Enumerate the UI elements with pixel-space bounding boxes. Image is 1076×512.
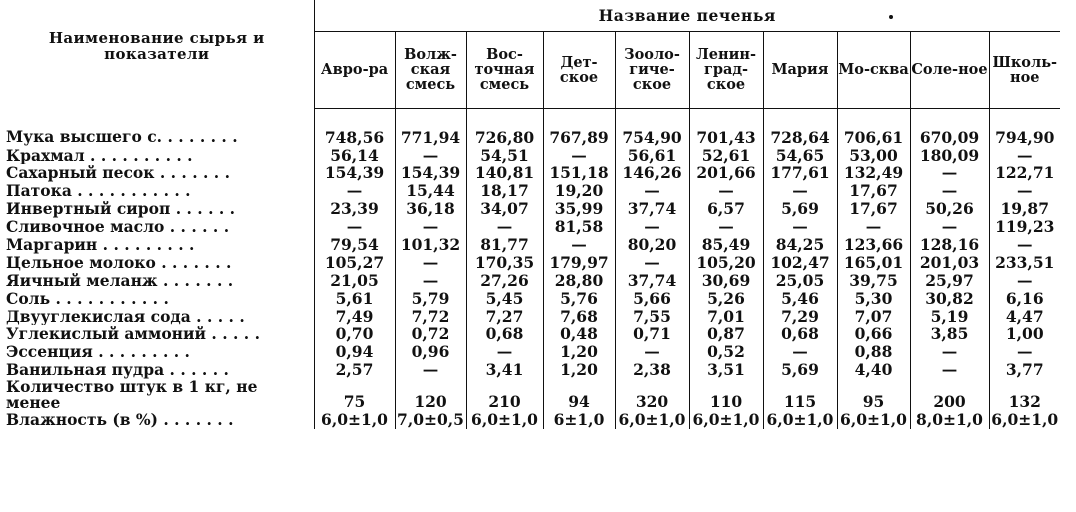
row-label: Крахмал . . . . . . . . . . [6, 146, 193, 165]
table-cell: 52,61 [689, 146, 763, 164]
column-header: Соле-ное [910, 32, 989, 108]
table-cell: 0,52 [689, 343, 763, 361]
row-label: Влажность (в %) . . . . . . . [6, 410, 234, 429]
table-cell: 5,30 [837, 290, 910, 308]
table-cell: — [395, 361, 466, 379]
table-cell: 37,74 [615, 272, 689, 290]
table-cell: 5,76 [543, 290, 615, 308]
table-cell: 25,05 [763, 272, 837, 290]
table-cell: 101,32 [395, 236, 466, 254]
table-cell: — [837, 218, 910, 236]
table-cell: 15,44 [395, 182, 466, 200]
table-cell: 18,17 [466, 182, 543, 200]
table-cell: 84,25 [763, 236, 837, 254]
table-cell: 8,0±1,0 [910, 411, 989, 429]
table-cell: 0,68 [763, 325, 837, 343]
table-cell: 1,20 [543, 361, 615, 379]
table-cell: — [395, 218, 466, 236]
table-cell: 115 [763, 379, 837, 411]
table-cell: 5,79 [395, 290, 466, 308]
row-label: Мука высшего с. . . . . . . . [6, 127, 238, 147]
table-cell: 6,0±1,0 [314, 411, 395, 429]
table-cell: 0,87 [689, 325, 763, 343]
table-cell: 3,85 [910, 325, 989, 343]
table-cell: 81,77 [466, 236, 543, 254]
table-cell: — [989, 343, 1060, 361]
table-cell: — [395, 146, 466, 164]
row-label: Яичный меланж . . . . . . . [6, 271, 234, 290]
row-label: Ванильная пудра . . . . . . [6, 361, 229, 379]
row-label: Патока . . . . . . . . . . . [6, 182, 191, 201]
table-row [0, 272, 1060, 290]
row-label: Соль . . . . . . . . . . . [6, 289, 169, 308]
table-cell: — [395, 272, 466, 290]
table-cell: — [615, 343, 689, 361]
table-cell: 36,18 [395, 200, 466, 218]
table-cell: 3,77 [989, 361, 1060, 379]
table-cell: 5,66 [615, 290, 689, 308]
table-cell: 5,69 [763, 361, 837, 379]
cookie-group-header: Название печенья [314, 0, 1060, 32]
table-cell: 19,20 [543, 182, 615, 200]
table-cell: — [910, 343, 989, 361]
column-header: Зооло-гиче-ское [615, 32, 689, 108]
table-row [0, 254, 1060, 272]
table-cell: 17,67 [837, 182, 910, 200]
table-cell: 6,0±1,0 [466, 411, 543, 429]
table-cell: 165,01 [837, 254, 910, 272]
table-cell: 4,47 [989, 307, 1060, 325]
table-cell: 53,00 [837, 146, 910, 164]
row-label: Инвертный сироп . . . . . . [6, 200, 236, 218]
row-label: Сливочное масло . . . . . . [6, 217, 230, 236]
table-row [0, 164, 1060, 182]
table-row [0, 325, 1060, 343]
table-cell: 102,47 [763, 254, 837, 272]
table-cell: — [763, 343, 837, 361]
table-row [0, 236, 1060, 254]
table-cell: 19,87 [989, 200, 1060, 218]
table-row [0, 379, 1060, 411]
table-cell: 28,80 [543, 272, 615, 290]
table-cell: 2,38 [615, 361, 689, 379]
table-cell: 170,35 [466, 254, 543, 272]
table-cell: — [689, 182, 763, 200]
table-cell: — [763, 218, 837, 236]
table-cell: 120 [395, 379, 466, 411]
table-cell: 754,90 [615, 108, 689, 146]
table-cell: 56,61 [615, 146, 689, 164]
table-cell: 7,07 [837, 307, 910, 325]
table-cell: 1,20 [543, 343, 615, 361]
table-cell: 0,71 [615, 325, 689, 343]
table-cell: — [466, 218, 543, 236]
table-cell: 180,09 [910, 146, 989, 164]
table-cell: — [543, 146, 615, 164]
table-cell: 110 [689, 379, 763, 411]
table-row [0, 146, 1060, 164]
table-cell: 56,14 [314, 146, 395, 164]
table-cell: 233,51 [989, 254, 1060, 272]
table-cell: 7,55 [615, 307, 689, 325]
row-label: Двууглекислая сода . . . . . [6, 307, 245, 326]
table-cell: 21,05 [314, 272, 395, 290]
table-cell: 6,57 [689, 200, 763, 218]
table-cell: 132,49 [837, 164, 910, 182]
table-row [0, 411, 1060, 429]
table-cell: — [910, 361, 989, 379]
table-cell: 50,26 [910, 200, 989, 218]
table-cell: 80,20 [615, 236, 689, 254]
table-cell: 79,54 [314, 236, 395, 254]
table-cell: 200 [910, 379, 989, 411]
table-cell: 30,69 [689, 272, 763, 290]
table-cell: 39,75 [837, 272, 910, 290]
table-cell: 35,99 [543, 200, 615, 218]
table-cell: 4,40 [837, 361, 910, 379]
table-cell: — [314, 182, 395, 200]
table-cell: — [910, 218, 989, 236]
table-cell: 320 [615, 379, 689, 411]
table-row [0, 361, 1060, 379]
table-row [0, 290, 1060, 308]
table-cell: 3,51 [689, 361, 763, 379]
table-cell: 7,49 [314, 307, 395, 325]
column-header: Школь-ное [989, 32, 1060, 108]
table-cell: 706,61 [837, 108, 910, 146]
table-cell: 6,0±1,0 [763, 411, 837, 429]
table-cell: 146,26 [615, 164, 689, 182]
table-cell: 0,96 [395, 343, 466, 361]
table-cell: — [395, 254, 466, 272]
table-cell: — [615, 182, 689, 200]
table-cell: 701,43 [689, 108, 763, 146]
table-cell: — [989, 146, 1060, 164]
table-cell: 5,45 [466, 290, 543, 308]
table-cell: 726,80 [466, 108, 543, 146]
table-cell: 54,65 [763, 146, 837, 164]
table-cell: 5,46 [763, 290, 837, 308]
table-cell: 748,56 [314, 108, 395, 146]
table-cell: 7,72 [395, 307, 466, 325]
table-row [0, 343, 1060, 361]
table-cell: 5,19 [910, 307, 989, 325]
column-header: Авро-ра [314, 32, 395, 108]
table-cell: 7,68 [543, 307, 615, 325]
table-cell: 728,64 [763, 108, 837, 146]
row-label: Сахарный песок . . . . . . . [6, 164, 231, 183]
table-cell: 81,58 [543, 218, 615, 236]
table-cell: 123,66 [837, 236, 910, 254]
row-label: Маргарин . . . . . . . . . [6, 235, 195, 254]
column-header: Волж-ская смесь [395, 32, 466, 108]
table-cell: 54,51 [466, 146, 543, 164]
table-row [0, 200, 1060, 218]
table-cell: 6,16 [989, 290, 1060, 308]
table-cell: 95 [837, 379, 910, 411]
stray-dot [889, 15, 893, 19]
table-cell: 122,71 [989, 164, 1060, 182]
table-cell: — [989, 272, 1060, 290]
table-cell: 25,97 [910, 272, 989, 290]
table-cell: — [615, 218, 689, 236]
row-label: Углекислый аммоний . . . . . [6, 325, 260, 344]
table-cell: 94 [543, 379, 615, 411]
table-cell: 670,09 [910, 108, 989, 146]
row-header-title: Наименование сырья и показатели [48, 29, 265, 63]
table-cell: 201,66 [689, 164, 763, 182]
table-cell: 128,16 [910, 236, 989, 254]
table-cell: 6±1,0 [543, 411, 615, 429]
table-cell: 0,66 [837, 325, 910, 343]
row-label: Количество штук в 1 кг, не менее [6, 378, 258, 411]
table-cell: 7,0±0,5 [395, 411, 466, 429]
table-cell: 154,39 [314, 164, 395, 182]
table-cell: 5,61 [314, 290, 395, 308]
column-header: Вос-точная смесь [466, 32, 543, 108]
table-cell: 0,94 [314, 343, 395, 361]
table-row [0, 307, 1060, 325]
table-cell: 5,26 [689, 290, 763, 308]
table-cell: 132 [989, 379, 1060, 411]
table-cell: 23,39 [314, 200, 395, 218]
table-cell: 2,57 [314, 361, 395, 379]
table-cell: 105,27 [314, 254, 395, 272]
table-cell: 37,74 [615, 200, 689, 218]
table-cell: 6,0±1,0 [689, 411, 763, 429]
table-cell: 85,49 [689, 236, 763, 254]
table-cell: 3,41 [466, 361, 543, 379]
table-cell: 179,97 [543, 254, 615, 272]
table-cell: — [615, 254, 689, 272]
table-cell: 6,0±1,0 [989, 411, 1060, 429]
table-cell: — [543, 236, 615, 254]
table-cell: 0,48 [543, 325, 615, 343]
table-cell: 17,67 [837, 200, 910, 218]
table-cell: 119,23 [989, 218, 1060, 236]
table-cell: 0,88 [837, 343, 910, 361]
table-cell: 154,39 [395, 164, 466, 182]
table-cell: 7,01 [689, 307, 763, 325]
column-header: Ленин-град-ское [689, 32, 763, 108]
table-cell: 5,69 [763, 200, 837, 218]
row-label: Эссенция . . . . . . . . . [6, 343, 190, 362]
table-cell: — [314, 218, 395, 236]
column-header: Мо-сква [837, 32, 910, 108]
table-cell: 105,20 [689, 254, 763, 272]
table-cell: 0,70 [314, 325, 395, 343]
table-cell: 767,89 [543, 108, 615, 146]
table-cell: 794,90 [989, 108, 1060, 146]
table-cell: 0,68 [466, 325, 543, 343]
table-cell: 34,07 [466, 200, 543, 218]
table-cell: 30,82 [910, 290, 989, 308]
table-cell: 27,26 [466, 272, 543, 290]
table-cell: 1,00 [989, 325, 1060, 343]
table-row [0, 108, 1060, 146]
table-cell: 201,03 [910, 254, 989, 272]
row-label: Цельное молоко . . . . . . . [6, 253, 232, 272]
table-cell: 140,81 [466, 164, 543, 182]
table-row [0, 182, 1060, 200]
table-cell: — [910, 164, 989, 182]
table-cell: — [910, 182, 989, 200]
table-cell: 210 [466, 379, 543, 411]
table-cell: 7,27 [466, 307, 543, 325]
table-cell: 0,72 [395, 325, 466, 343]
table-cell: 7,29 [763, 307, 837, 325]
column-header: Дет-ское [543, 32, 615, 108]
table-cell: 151,18 [543, 164, 615, 182]
table-cell: 6,0±1,0 [615, 411, 689, 429]
table-cell: — [466, 343, 543, 361]
table-row [0, 218, 1060, 236]
table-cell: — [989, 182, 1060, 200]
table-cell: — [689, 218, 763, 236]
table-cell: 771,94 [395, 108, 466, 146]
table-cell: 177,61 [763, 164, 837, 182]
table-cell: — [989, 236, 1060, 254]
column-header: Мария [763, 32, 837, 108]
table-cell: — [763, 182, 837, 200]
table-cell: 75 [314, 379, 395, 411]
table-cell: 6,0±1,0 [837, 411, 910, 429]
